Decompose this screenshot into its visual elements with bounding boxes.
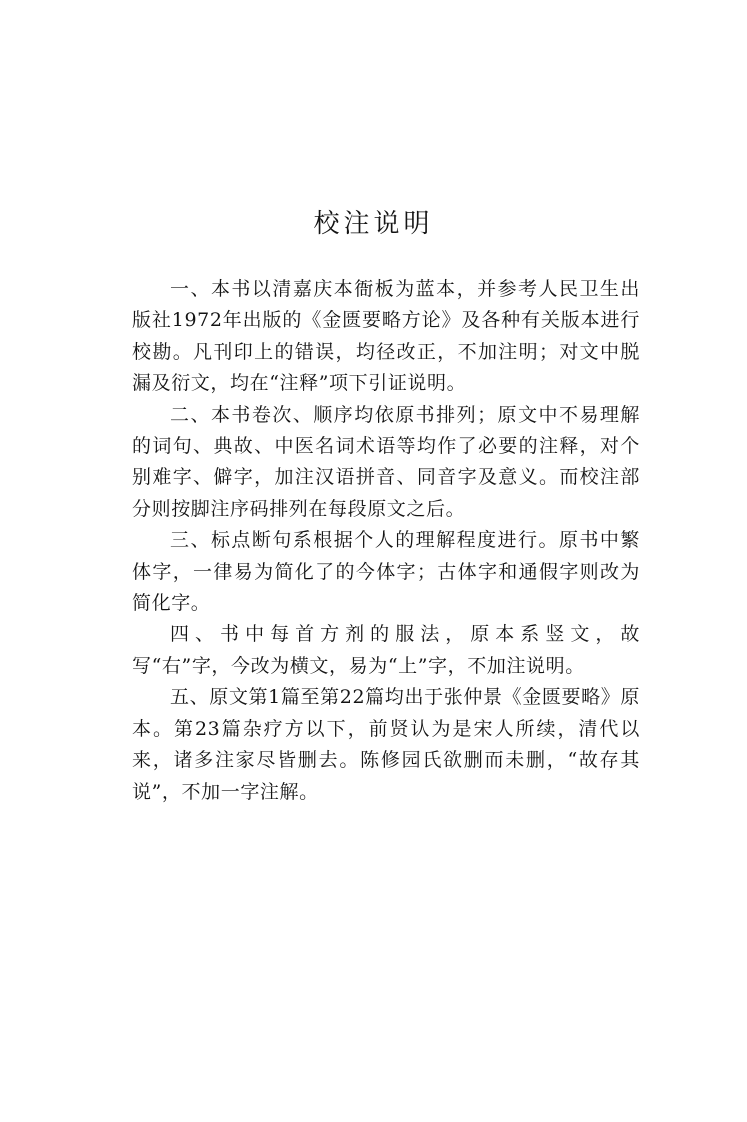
paragraph-5: 五、原文第1篇至第22篇均出于张仲景《金匮要略》原本。第23篇杂疗方以下，前贤认为是宋人所续，清代以来，诸多注家尽皆删去。陈修园氏欲删而未删，“故存其说”，不加一字注解。 [132,686,640,803]
paragraph-2: 二、本书卷次、顺序均依原书排列；原文中不易理解的词句、典故、中医名词术语等均作了必要的注释，对个别难字、僻字，加注汉语拼音、同音字及意义。而校注部分则按脚注序码排列在每段原文之后。 [132,403,640,520]
body-text [132,274,640,808]
paragraph-1: 一、本书以清嘉庆本衙板为蓝本，并参考人民卫生出版社1972年出版的《金匮要略方论》及各种有关版本进行校勘。凡刊印上的错误，均径改正，不加注明；对文中脱漏及衍文，均在“注释”项下引证说明。 [132,278,640,395]
page-title: 校注说明 [313,209,434,239]
paragraph-4: 四、书中每首方剂的服法，原本系竖文，故写“右”字，今改为横文，易为“上”字，不加注说明。 [132,623,640,677]
paragraph-3: 三、标点断句系根据个人的理解程度进行。原书中繁体字，一律易为简化了的今体字；古体字和通假字则改为简化字。 [132,529,640,615]
